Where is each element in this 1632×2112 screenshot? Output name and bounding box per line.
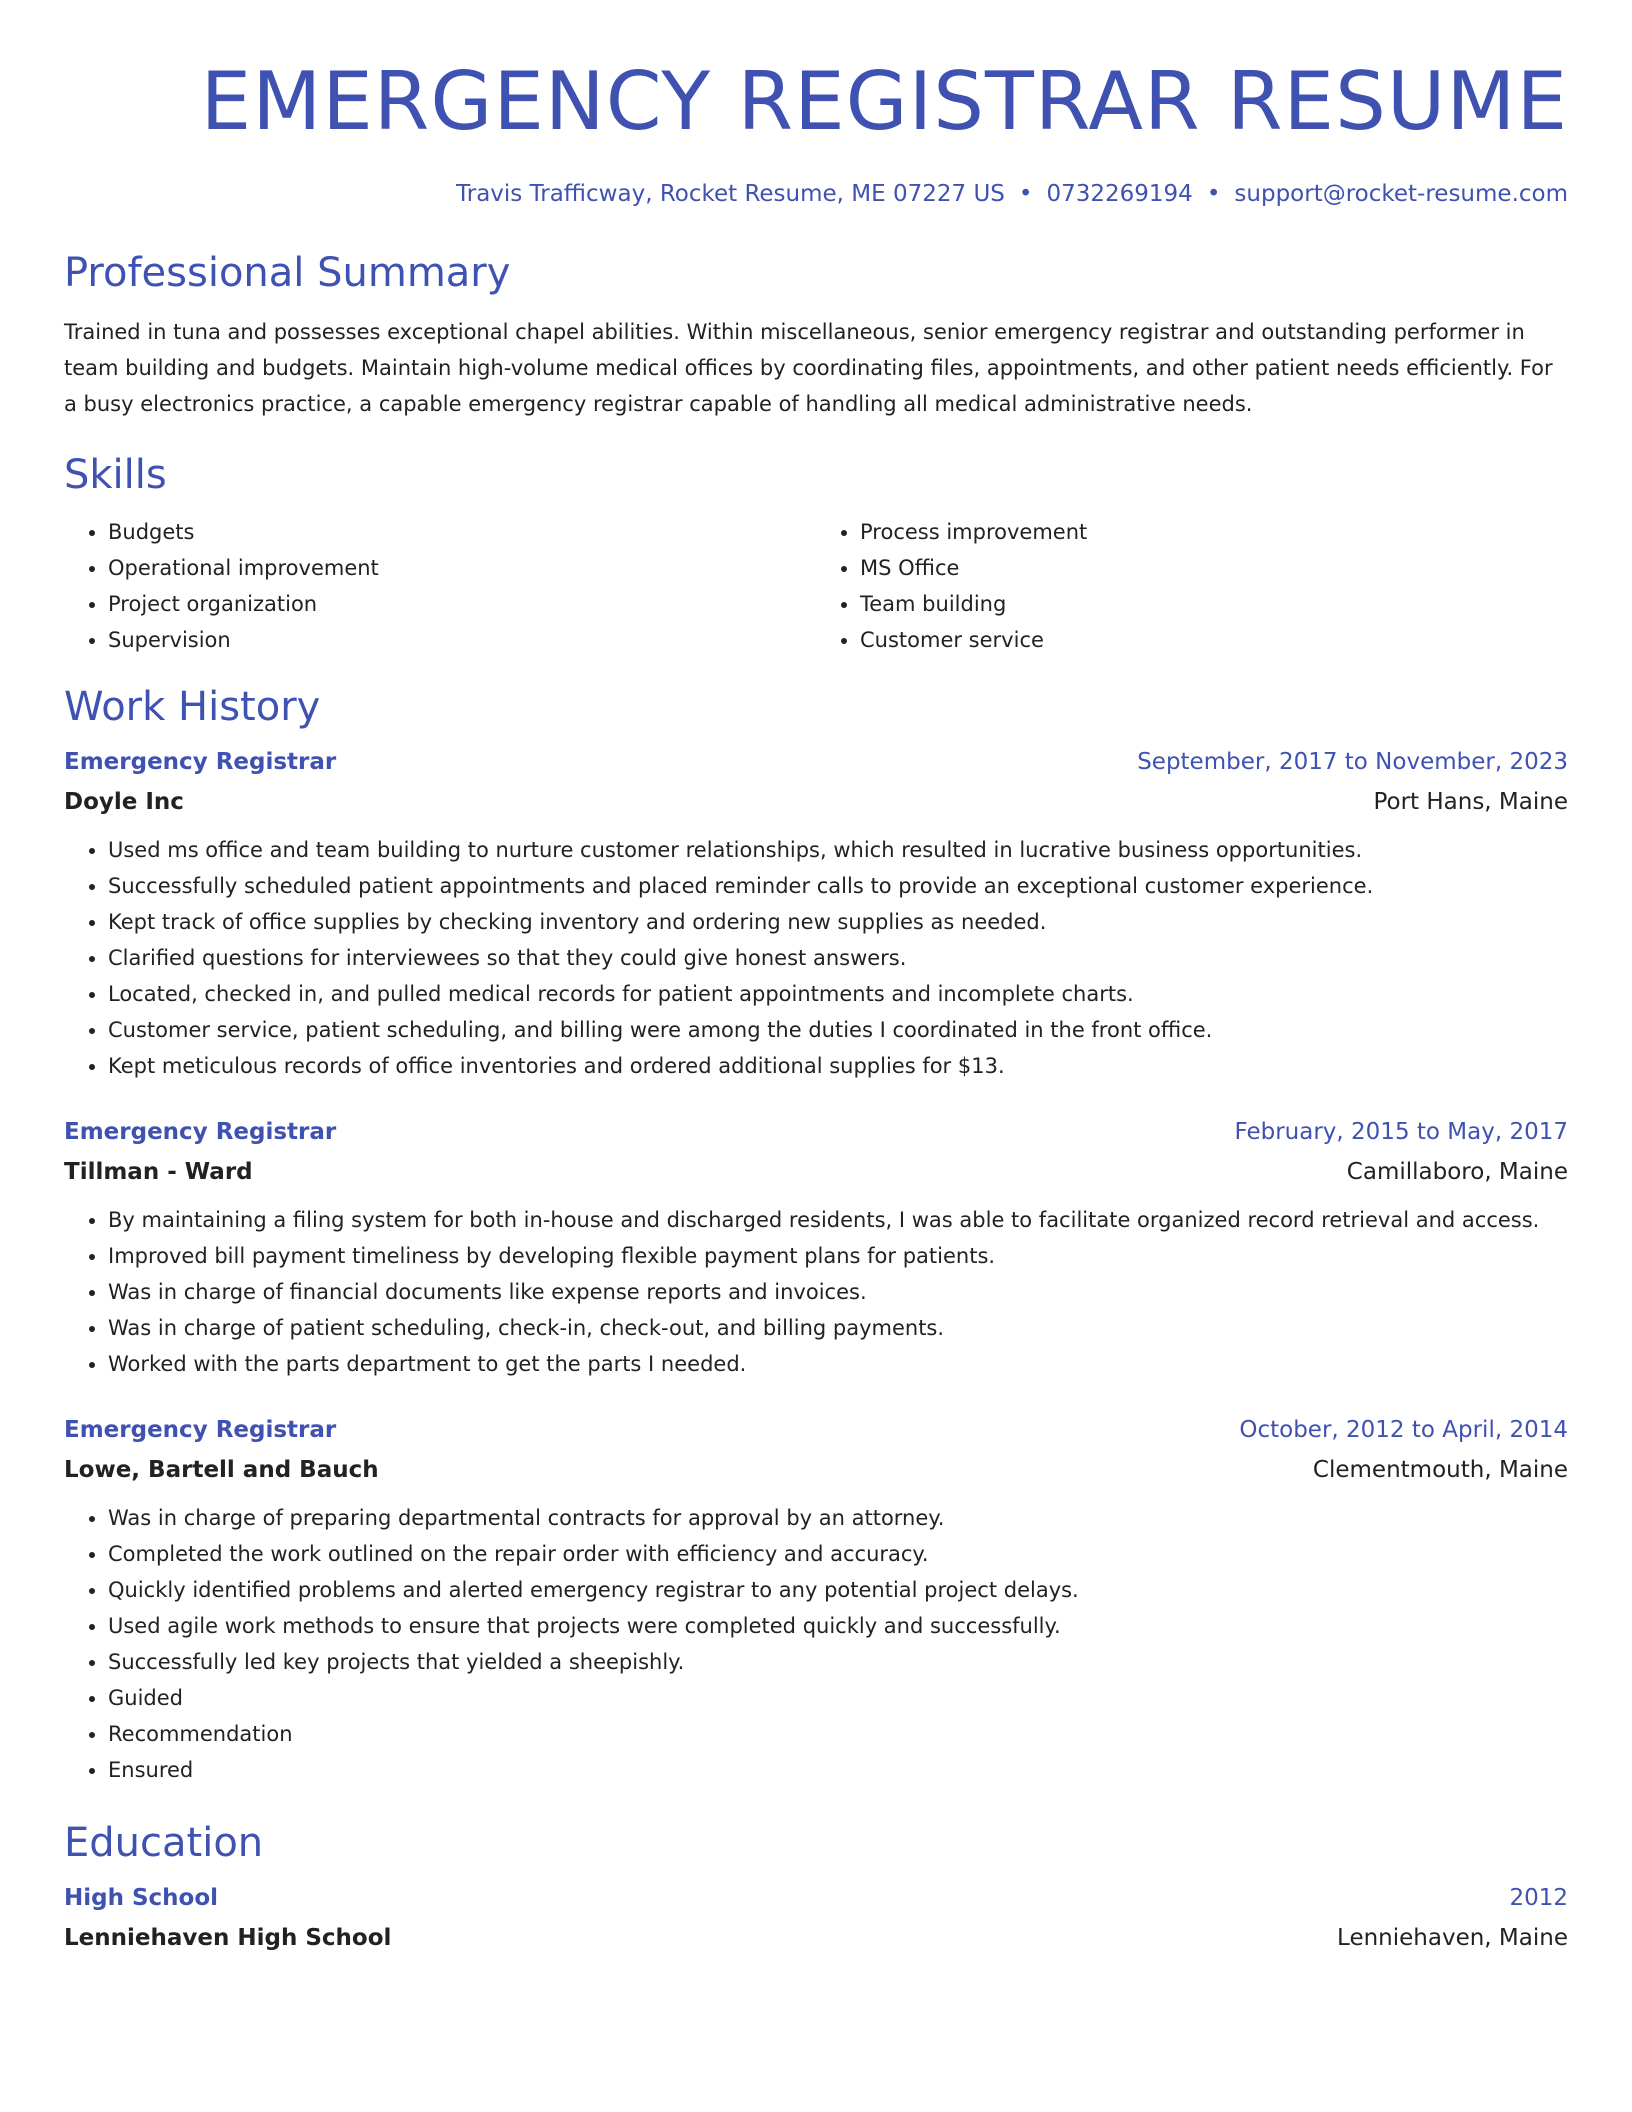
job-bullet: • Completed the work outlined on the repair order with efficiency and accuracy. (108, 1536, 1568, 1572)
contact-address: Travis Trafficway, Rocket Resume, ME 07227 US (456, 181, 1005, 207)
job-bullet: • Guided (108, 1680, 1568, 1716)
skill-item: • Budgets (108, 514, 816, 550)
contact-email: support@rocket-resume.com (1234, 181, 1568, 207)
skill-item: • Supervision (108, 622, 816, 658)
education-year: 2012 (1509, 1885, 1568, 1911)
job-bullet: • Improved bill payment timeliness by developing flexible payment plans for patients. (108, 1238, 1568, 1274)
job-dates: February, 2015 to May, 2017 (1234, 1119, 1568, 1145)
contact-line (64, 178, 1568, 210)
job-location: Clementmouth, Maine (1312, 1457, 1568, 1483)
skill-item: • Project organization (108, 586, 816, 622)
job-bullet: • Was in charge of financial documents like expense reports and invoices. (108, 1274, 1568, 1310)
job-bullet: • Successfully led key projects that yielded a sheepishly. (108, 1644, 1568, 1680)
contact-phone: 0732269194 (1046, 181, 1193, 207)
job-bullets (64, 1202, 1568, 1382)
job-title: Emergency Registrar (64, 1119, 337, 1145)
job-title: Emergency Registrar (64, 1417, 337, 1443)
job-company: Lowe, Bartell and Bauch (64, 1457, 379, 1483)
job-bullet: • Was in charge of patient scheduling, check-in, check-out, and billing payments. (108, 1310, 1568, 1346)
skill-item: • Customer service (860, 622, 1568, 658)
contact-separator: • (1018, 181, 1033, 207)
education-degree: High School (64, 1885, 219, 1911)
section-heading-work: Work History (64, 684, 321, 730)
job-bullet: • Kept track of office supplies by checking inventory and ordering new supplies as needed. (108, 904, 1568, 940)
summary-section (64, 248, 1568, 422)
job-subheader (64, 1156, 1568, 1188)
skills-section (64, 450, 1568, 658)
summary-text: Trained in tuna and possesses exceptional chapel abilities. Within miscellaneous, senior emergency registrar and outstanding performer in team building and budgets. Maintain high-volume medical offices by coordinating files, appointments, and other patient needs efficiently. For a busy electronics practice, a capable emergency registrar capable of handling all medical administrative needs. (64, 320, 1553, 416)
section-heading-skills: Skills (64, 452, 167, 498)
job-dates: September, 2017 to November, 2023 (1137, 749, 1568, 775)
skills-list-left (64, 514, 816, 658)
job-bullet: • Worked with the parts department to get the parts I needed. (108, 1346, 1568, 1382)
job-subheader (64, 1454, 1568, 1486)
education-subheader (64, 1922, 1568, 1954)
job-bullet: • Ensured (108, 1752, 1568, 1788)
job-bullet: • Quickly identified problems and alerted emergency registrar to any potential project delays. (108, 1572, 1568, 1608)
skill-item: • Operational improvement (108, 550, 816, 586)
contact-separator: • (1206, 181, 1221, 207)
job-bullets (64, 1500, 1568, 1788)
job-bullet: • By maintaining a filing system for both in-house and discharged residents, I was able to facilitate organized record retrieval and access. (108, 1202, 1568, 1238)
education-entry (64, 1882, 1568, 1954)
job-bullets (64, 832, 1568, 1084)
education-header (64, 1882, 1568, 1914)
job-bullet: • Was in charge of preparing departmental contracts for approval by an attorney. (108, 1500, 1568, 1536)
job-title: Emergency Registrar (64, 749, 337, 775)
skill-item: • Process improvement (860, 514, 1568, 550)
skills-columns (64, 514, 1568, 658)
job-bullet: • Customer service, patient scheduling, and billing were among the duties I coordinated in the front office. (108, 1012, 1568, 1048)
job-bullet: • Located, checked in, and pulled medical records for patient appointments and incomplete charts. (108, 976, 1568, 1012)
education-school: Lenniehaven High School (64, 1925, 392, 1951)
job-bullet: • Kept meticulous records of office inventories and ordered additional supplies for $13. (108, 1048, 1568, 1084)
section-heading-education: Education (64, 1820, 264, 1866)
education-section (64, 1818, 1568, 1954)
job-bullet: • Clarified questions for interviewees so that they could give honest answers. (108, 940, 1568, 976)
job-bullet: • Successfully scheduled patient appointments and placed reminder calls to provide an exceptional customer experience. (108, 868, 1568, 904)
section-heading-summary: Professional Summary (64, 250, 511, 296)
job-company: Tillman - Ward (64, 1159, 253, 1185)
work-history-section (64, 682, 1568, 1788)
job-dates: October, 2012 to April, 2014 (1239, 1417, 1568, 1443)
job-header (64, 1414, 1568, 1446)
skill-item: • Team building (860, 586, 1568, 622)
resume-title: EMERGENCY REGISTRAR RESUME (200, 55, 1568, 148)
job-bullet: • Recommendation (108, 1716, 1568, 1752)
job-location: Camillaboro, Maine (1346, 1159, 1568, 1185)
job-company: Doyle Inc (64, 789, 184, 815)
skill-item: • MS Office (860, 550, 1568, 586)
job-location: Port Hans, Maine (1373, 789, 1568, 815)
job-header (64, 746, 1568, 778)
job-subheader (64, 786, 1568, 818)
education-location: Lenniehaven, Maine (1337, 1925, 1568, 1951)
job-entry (64, 1116, 1568, 1382)
job-header (64, 1116, 1568, 1148)
job-bullet: • Used ms office and team building to nurture customer relationships, which resulted in lucrative business opportunities. (108, 832, 1568, 868)
skills-list-right (816, 514, 1568, 658)
job-entry (64, 1414, 1568, 1788)
job-entry (64, 746, 1568, 1084)
job-bullet: • Used agile work methods to ensure that projects were completed quickly and successfully. (108, 1608, 1568, 1644)
